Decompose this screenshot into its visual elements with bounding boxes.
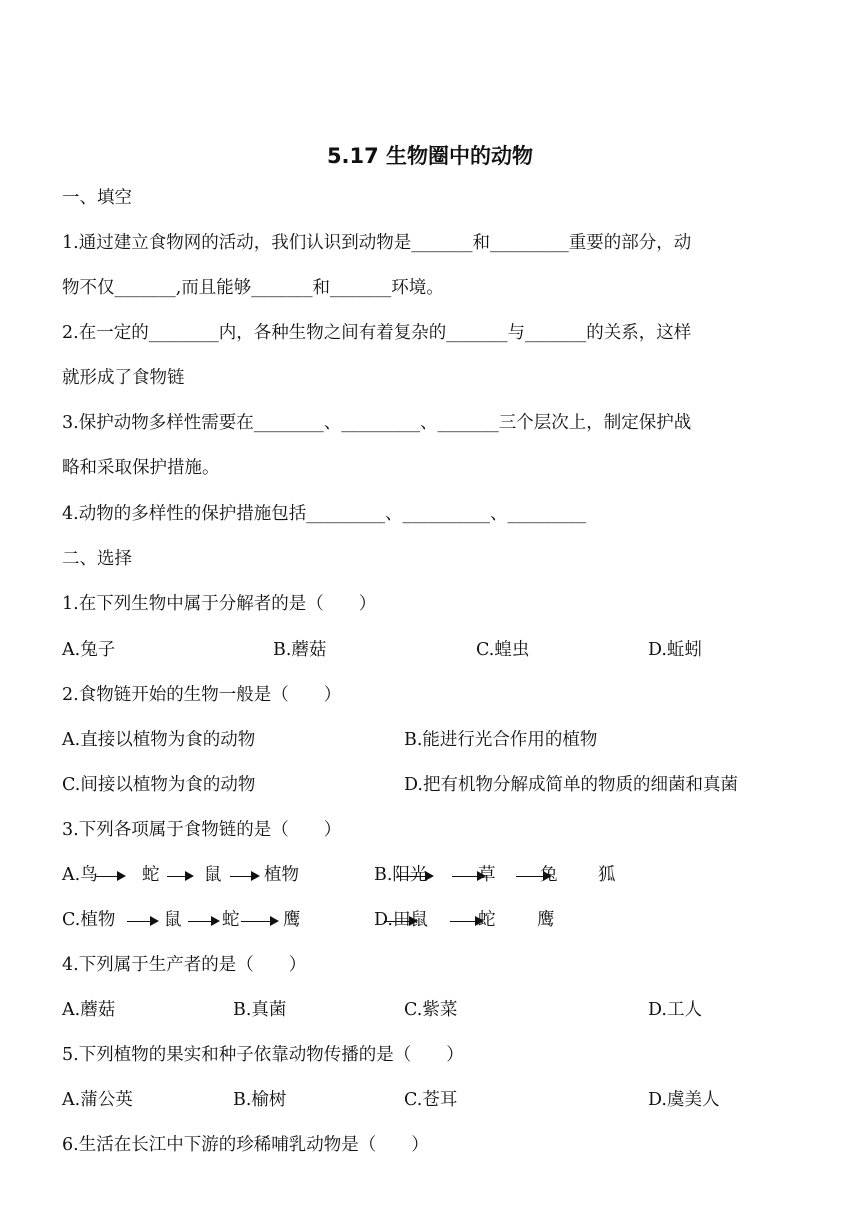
question-3-line-2: 略和采取保护措施。 — [62, 458, 220, 478]
choice-4-option-b: B.真菌 — [233, 1000, 287, 1020]
question-3-line-1: 3.保护动物多样性需要在________、_________、_______三个层次上，制定保护战 — [62, 413, 692, 433]
choice-4-stem: 4.下列属于生产者的是（ ） — [62, 955, 307, 975]
choice-2-option-b: B.能进行光合作用的植物 — [404, 730, 598, 750]
food-chain-arrow-icon — [96, 876, 124, 877]
page-title: 5.17 生物圈中的动物 — [326, 144, 534, 168]
choice-2-option-a: A.直接以植物为食的动物 — [62, 730, 256, 750]
choice-1-option-b: B.蘑菇 — [273, 640, 327, 660]
food-chain-arrow-icon — [384, 921, 416, 922]
choice-5-option-a: A.蒲公英 — [62, 1090, 133, 1110]
choice-3-b-label: B.阳光 — [374, 865, 428, 885]
choice-3-stem: 3.下列各项属于食物链的是（ ） — [62, 820, 342, 840]
food-chain-arrow-icon — [230, 876, 258, 877]
question-2-line-1: 2.在一定的________内，各种生物之间有着复杂的_______与_______的关系，这样 — [62, 323, 692, 343]
question-4: 4.动物的多样性的保护措施包括_________、__________、_________ — [62, 504, 587, 524]
question-2-line-2: 就形成了食物链 — [62, 368, 185, 388]
choice-2-option-c: C.间接以植物为食的动物 — [62, 775, 256, 795]
choice-2-option-d: D.把有机物分解成简单的物质的细菌和真菌 — [404, 775, 738, 795]
choice-3-a-item: 鼠 — [204, 865, 222, 885]
question-1-line-2: 物不仅_______,而且能够_______和_______环境。 — [62, 278, 444, 298]
food-chain-arrow-icon — [188, 921, 218, 922]
choice-3-a-label: A.鸟 — [62, 865, 98, 885]
choice-2-stem: 2.食物链开始的生物一般是（ ） — [62, 685, 342, 705]
food-chain-arrow-icon — [241, 921, 277, 922]
choice-5-option-d: D.虞美人 — [648, 1090, 720, 1110]
choice-3-d-item: 蛇 — [478, 910, 496, 930]
food-chain-arrow-icon — [127, 921, 157, 922]
choice-3-d-item: 鹰 — [537, 910, 555, 930]
choice-5-option-b: B.榆树 — [233, 1090, 287, 1110]
section-heading-fill-blank: 一、填空 — [62, 188, 132, 208]
question-1-line-1: 1.通过建立食物网的活动，我们认识到动物是_______和_________重要的部分，动 — [62, 233, 692, 253]
choice-3-c-label: C.植物 — [62, 910, 116, 930]
choice-6-stem: 6.生活在长江中下游的珍稀哺乳动物是（ ） — [62, 1135, 429, 1155]
choice-4-option-a: A.蘑菇 — [62, 1000, 116, 1020]
choice-1-option-c: C.蝗虫 — [476, 640, 530, 660]
choice-1-option-a: A.兔子 — [62, 640, 116, 660]
choice-1-stem: 1.在下列生物中属于分解者的是（ ） — [62, 594, 377, 614]
choice-3-c-item: 鹰 — [283, 910, 301, 930]
choice-3-a-item: 植物 — [264, 865, 299, 885]
choice-1-option-d: D.蚯蚓 — [648, 640, 702, 660]
choice-3-b-item: 狐 — [598, 865, 616, 885]
choice-3-b-item: 兔 — [540, 865, 558, 885]
choice-3-b-item: 草 — [478, 865, 496, 885]
choice-3-c-item: 鼠 — [164, 910, 182, 930]
choice-4-option-c: C.紫菜 — [404, 1000, 458, 1020]
food-chain-arrow-icon — [167, 876, 192, 877]
food-chain-arrow-icon — [398, 876, 432, 877]
choice-5-option-c: C.苍耳 — [404, 1090, 458, 1110]
choice-3-d-label: D.田鼠 — [374, 910, 428, 930]
choice-3-a-item: 蛇 — [142, 865, 160, 885]
choice-4-option-d: D.工人 — [648, 1000, 702, 1020]
choice-3-c-item: 蛇 — [222, 910, 240, 930]
section-heading-choice: 二、选择 — [62, 549, 132, 569]
choice-5-stem: 5.下列植物的果实和种子依靠动物传播的是（ ） — [62, 1045, 464, 1065]
